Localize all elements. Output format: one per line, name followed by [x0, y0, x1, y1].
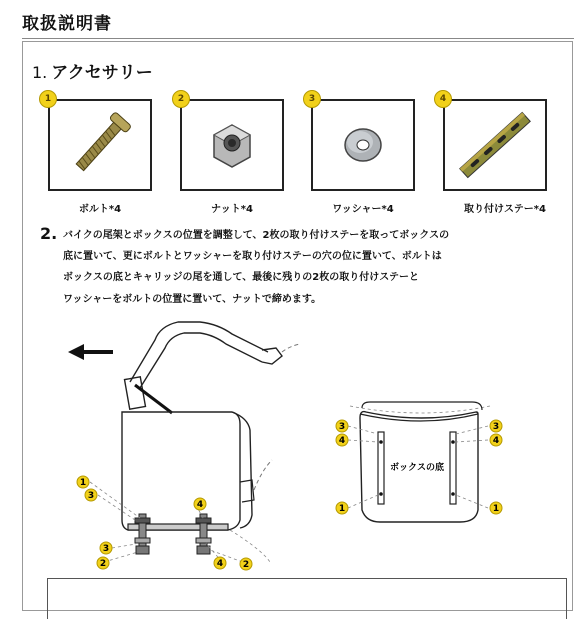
- section2-number: 2.: [40, 224, 58, 243]
- direction-arrow-icon: [68, 344, 113, 360]
- part-badge-4: 4: [434, 90, 452, 108]
- section2-line-4: ワッシャーをボルトの位置に置いて、ナットで締めます。: [63, 294, 322, 305]
- side-view-diagram: [0, 300, 300, 580]
- part-box-stay: [443, 99, 547, 191]
- part-badge-3: 3: [303, 90, 321, 108]
- section1-title: アクセサリー: [51, 63, 153, 83]
- diagram-badge-2b: 2: [242, 560, 250, 570]
- bottom-badge-4-right: 4: [492, 436, 500, 446]
- part-label-washer: ワッシャー*4: [332, 204, 394, 215]
- diagram-badge-4: 4: [196, 500, 204, 510]
- bolt-icon: [50, 101, 150, 189]
- part-box-washer: [311, 99, 415, 191]
- diagram-badge-1: 1: [79, 478, 87, 488]
- diagram-badge-3b: 3: [102, 544, 110, 554]
- diagram-badge-2: 2: [99, 559, 107, 569]
- part-label-bolt: ボルト*4: [78, 204, 122, 215]
- bottom-badge-4-left: 4: [338, 436, 346, 446]
- bottom-badge-3-right: 3: [492, 422, 500, 432]
- section2-line-3: ボックスの底とキャリッジの尾を通して、最後に残りの2枚の取り付けステーと: [63, 272, 420, 283]
- part-badge-2: 2: [172, 90, 190, 108]
- section2-line-1: バイクの尾架とボックスの位置を調整して、2枚の取り付けステーを取ってボックスの: [63, 230, 450, 241]
- section1-heading: [32, 58, 153, 83]
- part-box-bolt: [48, 99, 152, 191]
- bottom-badge-1-left: 1: [338, 504, 346, 514]
- part-label-nut: ナット*4: [211, 204, 253, 215]
- diagram-badge-4b: 4: [216, 559, 224, 569]
- part-box-nut: [180, 99, 284, 191]
- bottom-badge-3-left: 3: [338, 422, 346, 432]
- box-bottom-label: ボックスの底: [390, 463, 444, 473]
- page-title: 取扱説明書: [22, 14, 112, 34]
- part-badge-1: 1: [39, 90, 57, 108]
- washer-icon: [313, 101, 413, 189]
- mounting-stay-icon: [445, 101, 545, 189]
- bottom-view-diagram: [322, 398, 562, 598]
- nut-icon: [182, 101, 282, 189]
- part-label-stay: 取り付けステー*4: [464, 204, 546, 215]
- diagram-badge-3: 3: [87, 491, 95, 501]
- title-divider: [22, 38, 574, 39]
- section1-number: 1.: [32, 63, 48, 82]
- section2-line-2: 底に置いて、更にボルトとワッシャーを取り付けステーの穴の位に置いて、ボルトは: [63, 251, 442, 262]
- bottom-badge-1-right: 1: [492, 504, 500, 514]
